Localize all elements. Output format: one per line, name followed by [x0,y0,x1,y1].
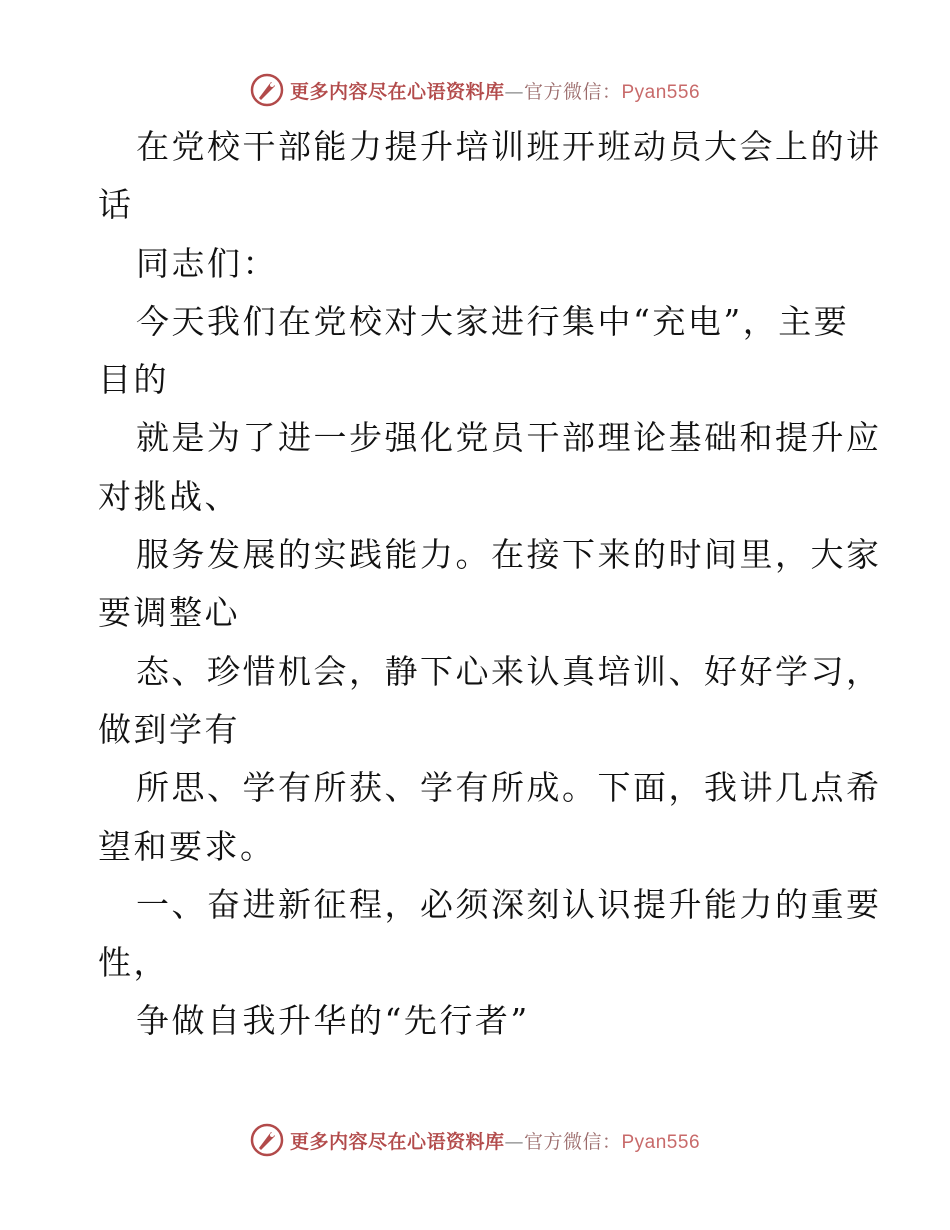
pen-nib-icon [250,73,284,107]
doc-line: 服务发展的实践能力。在接下来的时间里，大家 [136,535,882,575]
doc-line: 就是为了进一步强化党员干部理论基础和提升应 [136,418,882,458]
banner-wechat-label: 官方微信： [523,80,622,103]
banner-wechat-id: Pyan556 [621,81,701,103]
document-body [98,118,882,1051]
doc-section-subheading: 争做自我升华的“先行者” [136,1001,530,1041]
doc-line: 所思、学有所获、学有所成。下面，我讲几点希 [136,768,882,808]
banner-site-text: 更多内容尽在心语资料库 [289,80,505,103]
doc-section-heading-cont: 性， [98,943,169,983]
doc-line: 今天我们在党校对大家进行集中“充电”，主要 [136,301,850,341]
doc-salutation: 同志们： [136,243,278,283]
doc-line: 做到学有 [98,709,240,749]
banner-dash: — [504,80,524,103]
doc-section-heading: 一、奋进新征程，必须深刻认识提升能力的重要 [136,884,882,924]
banner-wechat-id: Pyan556 [621,1131,701,1153]
banner-site-text: 更多内容尽在心语资料库 [289,1130,505,1153]
doc-title-line-2: 话 [98,185,134,225]
banner-wechat-label: 官方微信： [523,1130,622,1153]
doc-line: 对挑战、 [98,476,240,516]
doc-line: 目的 [98,360,169,400]
doc-title-line-1: 在党校干部能力提升培训班开班动员大会上的讲 [136,127,882,166]
doc-line: 态、珍惜机会，静下心来认真培训、好好学习， [136,651,882,691]
doc-line: 要调整心 [98,593,240,633]
banner-dash: — [504,1130,524,1153]
doc-line: 望和要求。 [98,826,276,866]
header-banner [0,70,950,110]
pen-nib-icon [250,1123,284,1157]
footer-banner [0,1120,950,1160]
